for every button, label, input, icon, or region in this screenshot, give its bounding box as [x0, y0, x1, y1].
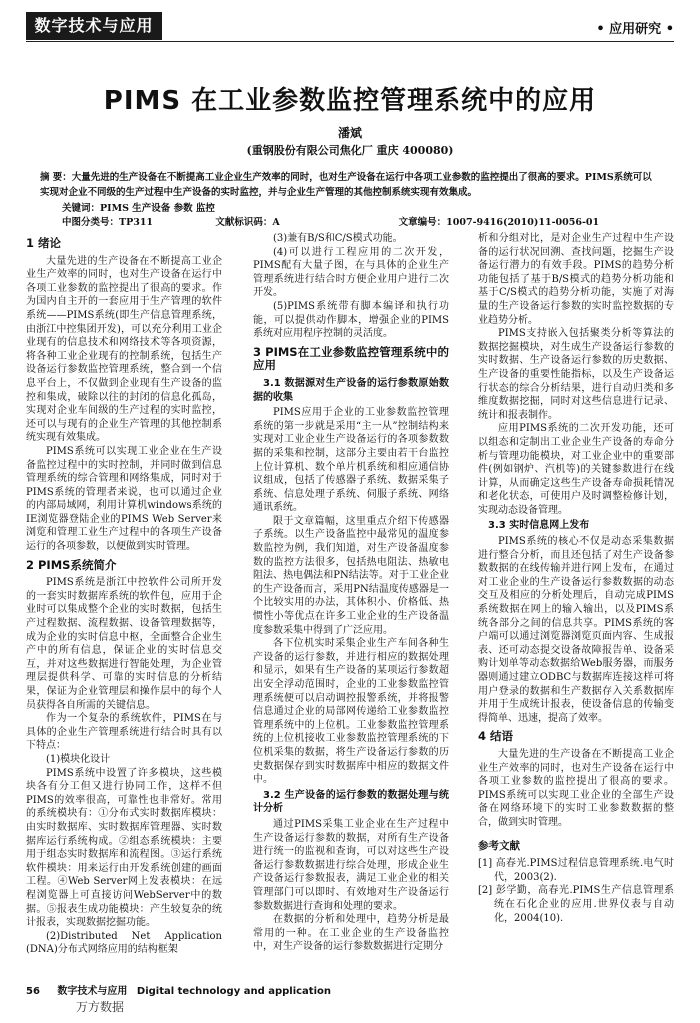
paragraph: (1)模块化设计 [46, 753, 111, 765]
keywords: 关键词：PIMS 生产设备 参数 监控 [62, 203, 215, 214]
affiliation: (重钢股份有限公司焦化厂 重庆 400080) [246, 144, 454, 157]
subheading-3-1: 3.1 数据源对生产设备的运行参数原始数据的收集 [253, 377, 449, 403]
heading-pims-intro: 2 PIMS系统简介 [26, 557, 117, 572]
paragraph: 应用PIMS系统的二次开发功能，还可以组态和定制出工业企业生产设备的寿命分析与管理功能模块，对工业企业中的重要部件(例如钢炉、汽机等)的关键参数进行在线计算，从而确定这些生产设备寿命损耗情况和老化状态，可使用户及时调整检修计划，实现动态设备管理。 [478, 423, 674, 516]
subheading-3-3: 3.3 实时信息网上发布 [488, 520, 590, 532]
abstract: 摘 要：大量先进的生产设备在不断提高工业企业生产效率的同时，也对生产设备在运行中各项工业参数的监控提出了很高的要求。PIMS系统可以实现对企业不同级的生产过程中生产设备的实时监控，并与企业生产管理的其他控制系统实现有效集成。 [40, 172, 652, 198]
paragraph: (4)可以进行工程应用的二次开发，PIMS配有大量子图，在与具体的企业生产管理系统进行结合时方便企业用户进行二次开发。 [253, 246, 449, 299]
heading-application: 3 PIMS在工业参数监控管理系统中的应用 [253, 344, 449, 373]
section-label: • 应用研究 • [596, 22, 674, 37]
classification-line [62, 214, 622, 228]
document-code: 文献标识码：A [215, 217, 280, 228]
paragraph: 各下位机实时采集企业生产车间各种生产设备的运行参数，并进行相应的数据处理和显示，如果有生产设备的某项运行参数超出安全浮动范围时，企业的工业参数监控管理系统便可以启动调控报警系统，并将报警信息通过企业的局部网传递给工业参数监控管理系统中的上位机。工业参数监控管理系统的上位机接收工业参数监控管理系统的下位机采集的数据，将生产设备运行参数的历史数据保存到实时数据库中相应的数据文件中。 [253, 638, 449, 786]
page-number: 56 [26, 986, 40, 997]
section-tag: 数字技术与应用 [26, 12, 162, 40]
subheading-3-2: 3.2 生产设备的运行参数的数据处理与统计分析 [253, 789, 449, 815]
column-1 [26, 232, 222, 957]
column-2 [253, 232, 449, 954]
class-number: 中图分类号：TP311 [62, 217, 154, 228]
column-3 [478, 232, 674, 925]
paragraph: (3)兼有B/S和C/S模式功能。 [273, 233, 403, 244]
paragraph: 作为一个复杂的系统软件，PIMS在与具体的企业生产管理系统进行结合时具有以下特点： [26, 713, 222, 752]
paragraph: 通过PIMS采集工业企业在生产过程中生产设备运行参数的数据，对所有生产设备进行统一的监视和查询，可以对这些生产设备运行参数数据进行综合处理，形成企业生产设备运行参数报表，满足工业企业的相关管理部门可以即时、有效地对生产设备运行参数数据进行查询和处理的要求。 [253, 818, 449, 912]
paragraph: PIMS应用于企业的工业参数监控管理系统的第一步就是采用“主一从”控制结构来实现对工业企业生产设备运行的各项参数数据的采集和控制，这部分主要由若干台监控上位计算机、数个单片机系统和相应通信协议组成，包括了传感器子系统、数据采集子系统、信息处理子系统、伺服子系统、网络通讯系统。 [253, 407, 449, 514]
paragraph: 限于文章篇幅，这里重点介绍下传感器子系统。以生产设备监控中最常见的温度参数监控为例，我们知道，对生产设备温度参数的监控方法很多，包括热电阻法、热敏电阻法、热电偶法和PN结法等。对于工业企业的生产设备而言，采用PN结温度传感器是一个比较实用的办法，其体积小、价格低、热惯性小等优点在许多工业企业的生产设备温度参数采集中得到了广泛应用。 [253, 515, 449, 636]
article-number: 文章编号：1007-9416(2010)11-0056-01 [398, 217, 600, 228]
paragraph: PIMS系统可以实现工业企业在生产设备监控过程中的实时控制，并同时做到信息管理系统的综合管理和网络集成，同时对于PIMS系统的管理者来说，也可以通过企业的内部局域网，利用计算机windows系统的IE浏览器登陆企业的PIMS Web Server来浏览和管理工业生产过程中的各项生产设备运行的各项参数，以便做到实时管理。 [26, 445, 222, 553]
watermark: 万方数据 [76, 1000, 125, 1014]
paragraph: PIMS系统中设置了许多模块，这些模块各有分工但又进行协同工作，这样不但PIMS的效率很高，可靠性也非常好。常用的系统模块有：①分布式实时数据库模块：由实时数据库、实时数据库管理器、实时数据库运行系统构成。②组态系统模块：主要用于组态实时数据库和流程图。③运行系统软件模块：用来运行由开发系统创建的画面工程。④Web Server网上发表模块：在远程浏览器上可直接访问WebServer中的数据。⑤报表生成功能模块：产生较复杂的统计报表，实现数据挖掘功能。 [26, 767, 222, 929]
paragraph: 在数据的分析和处理中，趋势分析是最常用的一种。在工业企业的生产设备监控中，对生产设备的运行参数数据进行定期分 [253, 914, 449, 953]
reference-item: [1] 高春光.PIMS过程信息管理系统.电气时代，2003(2). [478, 858, 674, 883]
paragraph: PIMS系统是浙江中控软件公司所开发的一套实时数据库系统的软件包，应用于企业时可以集成整个企业的实时数据，包括生产过程数据、流程数据、设备管理数据等，成为企业的实时信息中枢，全面整合企业生产中的所有信息，保证企业的实时信息交互，并对这些数据进行智能处理，为企业管理层提供科学、可靠的实时信息的分析结果，保证为企业管理层和操作层中的每个人员获得各自所需的关键信息。 [26, 577, 222, 711]
paragraph: 析和分组对比，是对企业生产过程中生产设备的运行状况回溯、查找问题，挖掘生产设备运行潜力的有效手段。PIMS的趋势分析功能包括了基于B/S模式的趋势分析功能和基于C/S模式的趋势分析功能，实施了对海量的生产设备运行参数的实时监控数据的专业趋势分析。 [478, 233, 674, 326]
reference-item: [2] 彭学勤，高春光.PIMS生产信息管理系统在石化企业的应用.世界仪表与自动化，2004(10). [478, 885, 674, 924]
paragraph: (5)PIMS系统带有脚本编译和执行功能，可以提供动作脚本，增强企业的PIMS系统对应用程序控制的灵活度。 [253, 300, 449, 340]
paragraph: 大量先进的生产设备在不断提高工业企业生产效率的同时，也对生产设备在运行中各项工业参数的监控提出了很高的要求。作为国内自主开的一套应用于生产管理的软件系统——PIMS系统(即生产信息管理系统，由浙江中控集团开发)，可以充分利用工业企业现有的信息技术和网络技术等各项资源，将各种工业企业现有的控制系统，包括生产设备运行参数监控管理系统，整合到一个信息平台上，不仅做到企业现有生产设备的监控和集成，破除以往的封闭的信息化孤岛，实现对企业车间级的生产过程的实时监控，还可以与现有的企业生产管理的其他控制系统实现有效集成。 [26, 255, 222, 444]
paragraph: 大量先进的生产设备在不断提高工业企业生产效率的同时，也对生产设备在运行中各项工业参数的监控提出了很高的要求。PIMS系统可以实现工业企业的全部生产设备在网络环境下的实时工业参数数据的整合，做到实时管理。 [478, 748, 674, 828]
footer [26, 982, 331, 997]
paragraph: PIMS支持嵌入包括聚类分析等算法的数据挖掘模块，对生成生产设备运行参数的实时数据、生产设备运行参数的历史数据、生产设备的重要性能指标，以及生产设备运行状态的综合分析结果，进行自动归类和多维度数据挖掘，同时对这些信息进行记录、统计和报表制作。 [478, 328, 674, 421]
journal-name-en: Digital technology and application [136, 986, 331, 997]
paragraph: PIMS系统的核心不仅是动态采集数据进行整合分析，而且还包括了对生产设备参数数据的在线传输并进行网上发布，在通过对工业企业的生产设备运行参数数据的动态交互及相应的分析处理后，自动完成PIMS系统数据在网上的输入输出，以及PIMS系统各部分之间的信息共享。PIMS系统的客户端可以通过浏览器浏览页面内容、生成报表、还可动态提交设备故障报告单、设备采购计划单等动态数据给Web服务器，而服务器则通过建立ODBC与数据库连接这样可将用户登录的数据和生产数据存入关系数据库并用于生成统计报表，使设备信息的传输变得简单、迅速，提高了效率。 [478, 536, 674, 724]
author: 潘斌 [337, 126, 362, 140]
article-title: PIMS 在工业参数监控管理系统中的应用 [103, 86, 597, 116]
header-rule [26, 41, 674, 42]
heading-intro: 1 绪论 [26, 236, 62, 250]
journal-name-cn: 数字技术与应用 [57, 986, 128, 997]
references-title: 参考文献 [478, 839, 520, 852]
heading-conclusion: 4 结语 [478, 729, 514, 744]
paragraph: (2)Distributed Net Application (DNA)分布式网络应用的结构框架 [26, 930, 222, 956]
